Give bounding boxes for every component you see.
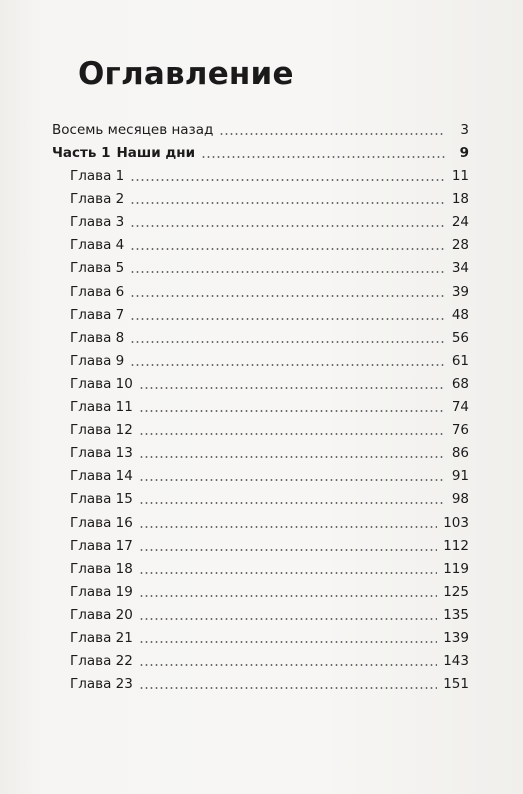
dot-leader xyxy=(139,433,445,435)
toc-entry-page: 56 xyxy=(451,329,469,346)
toc-entry-chapter[interactable] xyxy=(70,581,469,601)
toc-entry-chapter[interactable] xyxy=(70,327,469,347)
toc-entry-chapter[interactable] xyxy=(70,396,469,416)
toc-entry-page: 143 xyxy=(443,653,469,670)
toc-entry-chapter[interactable] xyxy=(70,304,469,324)
dot-leader xyxy=(219,133,445,135)
dot-leader xyxy=(201,156,445,158)
toc-entry-label: Глава 4 xyxy=(70,237,125,254)
toc-entry-chapter[interactable] xyxy=(70,512,469,532)
toc-entry-chapter[interactable] xyxy=(70,188,469,208)
toc-entry-page: 18 xyxy=(451,191,469,208)
toc-entry-label: Глава 2 xyxy=(70,191,125,208)
dot-leader xyxy=(139,549,437,551)
toc-entry-page: 9 xyxy=(459,145,469,161)
toc-entry-label: Глава 6 xyxy=(70,283,125,300)
dot-leader xyxy=(139,618,437,620)
dot-leader xyxy=(139,410,445,412)
toc-entry-chapter[interactable] xyxy=(70,211,469,231)
toc-entry-chapter[interactable] xyxy=(70,488,469,508)
toc-entry-intro[interactable] xyxy=(52,119,469,139)
dot-leader xyxy=(139,595,437,597)
toc-entry-chapter[interactable] xyxy=(70,281,469,301)
toc-entry-part[interactable] xyxy=(52,142,469,162)
toc-entry-label: Глава 18 xyxy=(70,560,133,577)
toc-entry-label: Глава 23 xyxy=(70,676,133,693)
toc-entry-label: Глава 13 xyxy=(70,445,133,462)
toc-entry-page: 151 xyxy=(443,676,469,693)
toc-entry-page: 11 xyxy=(451,168,469,184)
toc-entry-label: Глава 20 xyxy=(70,606,133,623)
dot-leader xyxy=(130,295,445,297)
toc-entry-page: 39 xyxy=(451,283,469,300)
dot-leader xyxy=(130,225,445,227)
dot-leader xyxy=(130,318,445,320)
dot-leader xyxy=(139,526,437,528)
toc-entry-page: 103 xyxy=(443,514,469,531)
toc-entry-chapter[interactable] xyxy=(70,442,469,462)
toc-entry-chapter[interactable] xyxy=(70,650,469,670)
toc-entry-label: Глава 11 xyxy=(70,399,133,415)
dot-leader xyxy=(130,364,445,366)
toc-entry-chapter[interactable] xyxy=(70,419,469,439)
toc-entry-label: Глава 12 xyxy=(70,422,133,439)
toc-entry-page: 48 xyxy=(451,306,469,323)
toc-entry-chapter[interactable] xyxy=(70,465,469,485)
toc-entry-chapter[interactable] xyxy=(70,673,469,693)
toc-entry-chapter[interactable] xyxy=(70,257,469,277)
toc-entry-chapter[interactable] xyxy=(70,535,469,555)
dot-leader xyxy=(139,641,437,643)
toc-entry-chapter[interactable] xyxy=(70,627,469,647)
dot-leader xyxy=(130,202,445,204)
toc-entry-page: 3 xyxy=(460,122,469,138)
part-number: Часть 1 xyxy=(52,145,111,161)
toc-entry-page: 139 xyxy=(443,630,469,646)
dot-leader xyxy=(130,248,445,250)
toc-entry-page: 61 xyxy=(451,352,469,369)
toc-entry-page: 112 xyxy=(443,537,469,554)
toc-entry-chapter[interactable] xyxy=(70,604,469,624)
toc-entry-page: 125 xyxy=(443,583,469,600)
toc-entry-label: Глава 9 xyxy=(70,352,125,369)
toc-entry-page: 135 xyxy=(443,606,469,623)
toc-entry-label: Глава 14 xyxy=(70,468,133,485)
page-title: Оглавление xyxy=(78,56,294,92)
toc-entry-label: Глава 22 xyxy=(70,653,133,670)
toc-entry-chapter[interactable] xyxy=(70,234,469,254)
dot-leader xyxy=(139,502,445,504)
toc-entry-chapter[interactable] xyxy=(70,350,469,370)
toc-entry-page: 119 xyxy=(443,560,469,577)
toc-entry-page: 91 xyxy=(451,468,469,485)
dot-leader xyxy=(139,572,437,574)
toc-entry-page: 28 xyxy=(451,237,469,254)
dot-leader xyxy=(139,479,445,481)
toc-entry-label: Глава 15 xyxy=(70,491,133,508)
toc-entry-chapter[interactable] xyxy=(70,558,469,578)
toc-entry-page: 98 xyxy=(451,491,469,508)
dot-leader xyxy=(130,179,445,181)
toc-entry-label: Восемь месяцев назад xyxy=(52,122,214,138)
toc-entry-label: Глава 19 xyxy=(70,583,133,600)
dot-leader xyxy=(130,341,445,343)
toc-entry-page: 24 xyxy=(451,214,469,231)
dot-leader xyxy=(130,271,445,273)
toc-entry-chapter[interactable] xyxy=(70,373,469,393)
toc-entry-page: 86 xyxy=(451,445,469,462)
toc-entry-page: 68 xyxy=(451,375,469,392)
toc-entry-label: Глава 1 xyxy=(70,168,125,184)
toc-entry-label: Глава 5 xyxy=(70,260,125,277)
toc-entry-label: Глава 16 xyxy=(70,514,133,531)
toc-entry-label: Глава 3 xyxy=(70,214,125,231)
toc-entry-label: Глава 10 xyxy=(70,375,133,392)
dot-leader xyxy=(139,687,437,689)
toc-entry-page: 76 xyxy=(451,422,469,439)
toc-entry-label: Глава 21 xyxy=(70,630,133,646)
dot-leader xyxy=(139,664,437,666)
toc-entry-chapter[interactable] xyxy=(70,165,469,185)
dot-leader xyxy=(139,456,445,458)
part-name: Наши дни xyxy=(116,145,196,161)
dot-leader xyxy=(139,387,445,389)
toc-entry-label: Глава 7 xyxy=(70,306,125,323)
toc-entry-page: 74 xyxy=(451,399,469,415)
toc-entry-label: Глава 17 xyxy=(70,537,133,554)
toc-entry-label: Глава 8 xyxy=(70,329,125,346)
toc-entry-page: 34 xyxy=(451,260,469,277)
